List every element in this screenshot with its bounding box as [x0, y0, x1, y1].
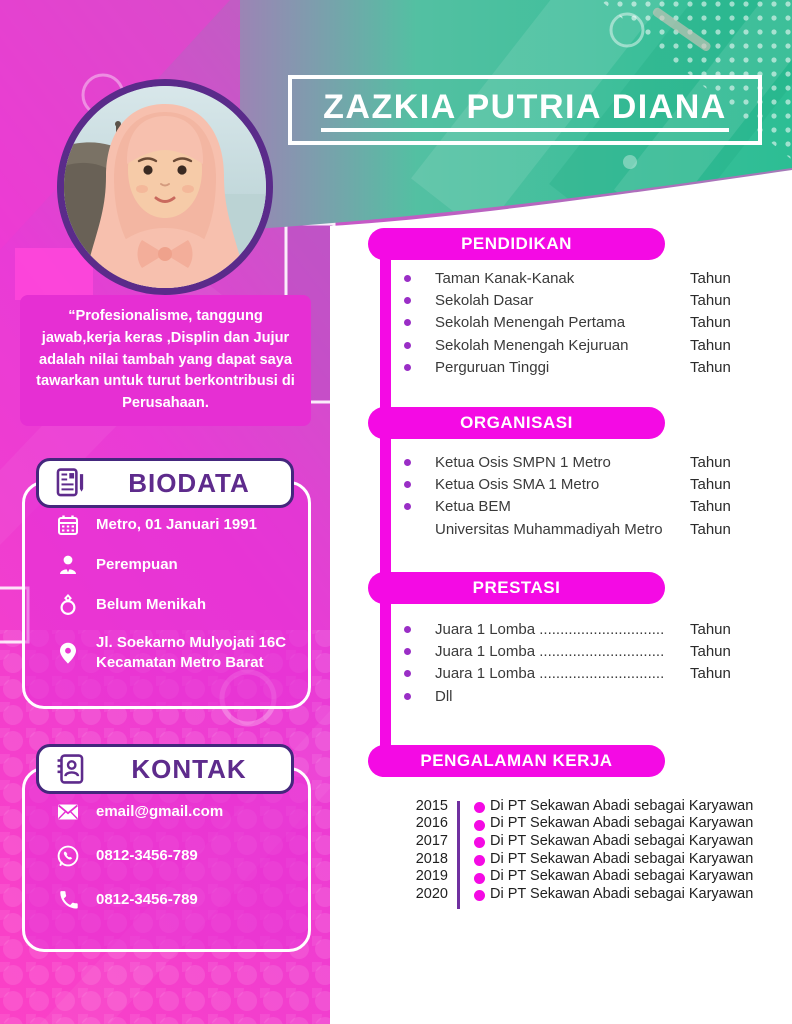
- pengalaman-title: PENGALAMAN KERJA: [420, 751, 613, 770]
- item-year: Tahun: [690, 292, 731, 310]
- list-item: [390, 518, 746, 540]
- bullet-icon: [404, 459, 411, 466]
- bullet-icon: [404, 626, 411, 633]
- pendidikan-list: [390, 267, 746, 379]
- item-year: Tahun: [690, 314, 731, 332]
- timeline-dot-icon: [474, 855, 485, 866]
- item-label: Juara 1 Lomba ..............................: [435, 665, 665, 683]
- item-year: Tahun: [690, 520, 731, 538]
- item-label: Juara 1 Lomba ..............................: [435, 643, 665, 661]
- list-item: [56, 800, 306, 824]
- section-pill-pendidikan: [368, 228, 665, 260]
- person-icon: [56, 553, 82, 577]
- list-item: [390, 267, 746, 289]
- whatsapp-icon: [56, 844, 82, 868]
- email-icon: [56, 800, 82, 824]
- item-year: Tahun: [690, 643, 731, 661]
- work-text: Di PT Sekawan Abadi sebagai Karyawan: [490, 850, 754, 867]
- item-text: Perempuan: [96, 555, 178, 573]
- bullet-icon: [404, 364, 411, 371]
- item-label: Dll: [435, 687, 453, 705]
- list-item: [390, 618, 746, 640]
- biodata-header: [36, 458, 294, 508]
- item-year: Tahun: [690, 336, 731, 354]
- item-label: Taman Kanak-Kanak: [435, 269, 575, 287]
- list-item: [390, 496, 746, 518]
- work-item: [398, 797, 758, 815]
- work-item: [398, 815, 758, 833]
- list-item: [390, 473, 746, 495]
- section-pill-organisasi: [368, 407, 665, 439]
- list-item: [56, 633, 306, 674]
- list-item: [390, 357, 746, 379]
- timeline-dot-icon: [474, 837, 485, 848]
- item-text: Metro, 01 Januari 1991: [96, 515, 257, 533]
- work-item: [398, 832, 758, 850]
- bullet-icon: [404, 648, 411, 655]
- profile-photo-illustration: [64, 86, 266, 288]
- work-year: 2019: [415, 868, 448, 885]
- section-pill-pengalaman: [368, 745, 665, 777]
- biodata-title: BIODATA: [128, 467, 250, 498]
- section-pill-prestasi: [368, 572, 665, 604]
- profile-quote: [20, 295, 311, 426]
- bullet-icon: [404, 481, 411, 488]
- item-label: Ketua Osis SMPN 1 Metro: [435, 453, 611, 471]
- kontak-items: [56, 800, 306, 932]
- item-year: Tahun: [690, 665, 731, 683]
- bullet-icon: [404, 297, 411, 304]
- quote-text: “Profesionalisme, tanggung jawab,kerja keras ,Displin dan Jujur adalah nilai tambah yang dapat saya tawarkan untuk turut berkontribusi di Perusahaan.: [36, 307, 295, 412]
- list-item: [390, 312, 746, 334]
- list-item: [56, 888, 306, 912]
- list-item: [56, 844, 306, 868]
- work-item: [398, 867, 758, 885]
- item-year: Tahun: [690, 359, 731, 377]
- list-item: [56, 553, 306, 577]
- work-year: 2016: [415, 815, 448, 832]
- organisasi-title: ORGANISASI: [460, 413, 573, 432]
- name-header: [288, 75, 762, 145]
- bullet-icon: [404, 275, 411, 282]
- item-year: Tahun: [690, 453, 731, 471]
- kontak-header: [36, 744, 294, 794]
- work-text: Di PT Sekawan Abadi sebagai Karyawan: [490, 815, 754, 832]
- document-icon: [53, 466, 87, 500]
- item-text: Jl. Soekarno Mulyojati 16C Kecamatan Metro Barat: [96, 634, 287, 672]
- item-label: Sekolah Menengah Pertama: [435, 314, 626, 332]
- work-text: Di PT Sekawan Abadi sebagai Karyawan: [490, 868, 754, 885]
- list-item: [390, 334, 746, 356]
- work-year: 2020: [415, 885, 448, 902]
- location-icon: [56, 641, 82, 665]
- ring-icon: [56, 593, 82, 617]
- work-year: 2017: [415, 832, 448, 849]
- list-item: [390, 640, 746, 662]
- item-text: 0812-3456-789: [96, 846, 198, 864]
- item-year: Tahun: [690, 476, 731, 494]
- item-text: 0812-3456-789: [96, 890, 198, 908]
- item-label: Universitas Muhammadiyah Metro: [435, 520, 663, 538]
- item-label: Juara 1 Lomba ..............................: [435, 620, 665, 638]
- kontak-title: KONTAK: [131, 753, 247, 784]
- person-name: ZAZKIA PUTRIA DIANA: [321, 88, 729, 132]
- item-label: Ketua BEM: [435, 498, 511, 516]
- list-item: [56, 593, 306, 617]
- bullet-icon: [404, 342, 411, 349]
- contact-book-icon: [53, 752, 87, 786]
- item-label: Sekolah Dasar: [435, 292, 534, 310]
- item-label: Perguruan Tinggi: [435, 359, 550, 377]
- timeline-dot-icon: [474, 802, 485, 813]
- work-year: 2018: [415, 850, 448, 867]
- work-text: Di PT Sekawan Abadi sebagai Karyawan: [490, 797, 754, 814]
- phone-icon: [56, 888, 82, 912]
- timeline-dot-icon: [474, 820, 485, 831]
- profile-photo: [57, 79, 273, 295]
- calendar-icon: [56, 513, 82, 537]
- bullet-icon: [404, 670, 411, 677]
- prestasi-title: PRESTASI: [472, 578, 561, 597]
- prestasi-list: [390, 618, 746, 708]
- item-label: Ketua Osis SMA 1 Metro: [435, 476, 600, 494]
- bullet-icon: [404, 319, 411, 326]
- item-year: Tahun: [690, 620, 731, 638]
- list-item: [390, 685, 746, 707]
- bullet-icon: [404, 693, 411, 700]
- item-year: Tahun: [690, 498, 731, 516]
- item-text: email@gmail.com: [96, 802, 224, 820]
- work-item: [398, 885, 758, 903]
- work-text: Di PT Sekawan Abadi sebagai Karyawan: [490, 885, 754, 902]
- list-item: [390, 663, 746, 685]
- organisasi-list: [390, 451, 746, 541]
- bullet-icon: [404, 503, 411, 510]
- work-text: Di PT Sekawan Abadi sebagai Karyawan: [490, 832, 754, 849]
- item-text: Belum Menikah: [96, 595, 207, 613]
- item-year: Tahun: [690, 269, 731, 287]
- list-item: [390, 451, 746, 473]
- list-item: [390, 289, 746, 311]
- pendidikan-title: PENDIDIKAN: [461, 234, 572, 253]
- pengalaman-list: [398, 797, 758, 903]
- item-label: Sekolah Menengah Kejuruan: [435, 336, 629, 354]
- timeline-dot-icon: [474, 890, 485, 901]
- biodata-items: [56, 513, 306, 690]
- work-year: 2015: [415, 797, 448, 814]
- work-item: [398, 850, 758, 868]
- list-item: [56, 513, 306, 537]
- timeline-dot-icon: [474, 873, 485, 884]
